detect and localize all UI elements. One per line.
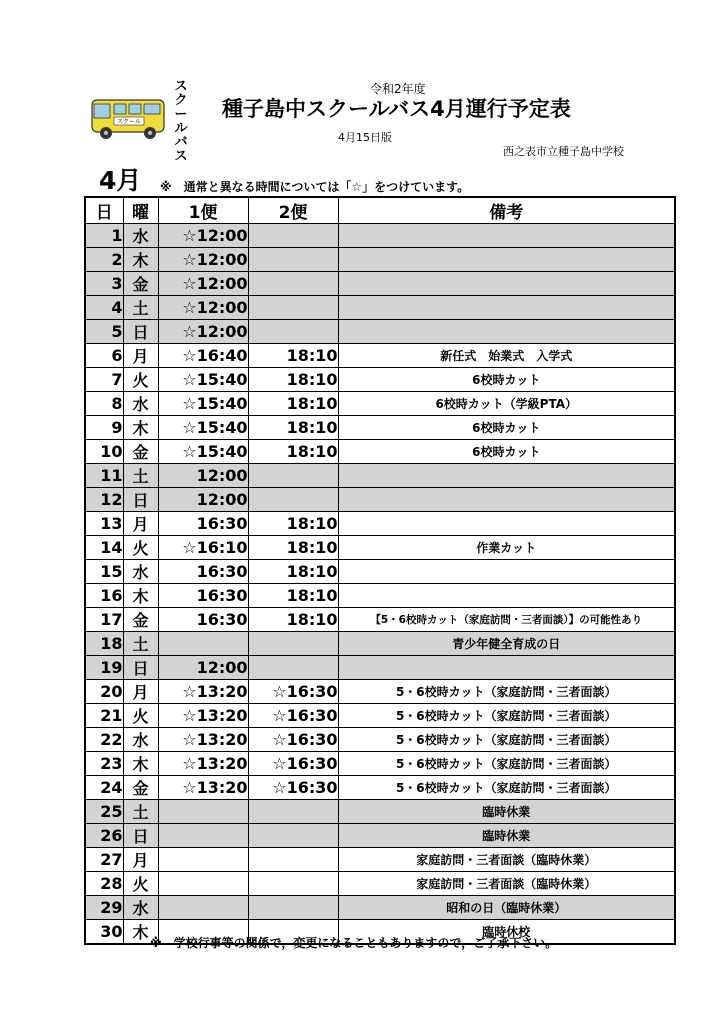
day-cell: 1 [85, 224, 123, 248]
bus-1-time-cell [158, 632, 248, 656]
table-row [85, 512, 675, 536]
day-cell: 26 [85, 824, 123, 848]
table-row [85, 896, 675, 920]
table-row [85, 560, 675, 584]
weekday-cell: 月 [123, 512, 158, 536]
bus-2-time-cell [248, 488, 338, 512]
table-row [85, 320, 675, 344]
day-cell: 20 [85, 680, 123, 704]
remark-cell: 6校時カット [338, 416, 675, 440]
bus-1-time-cell: ☆15:40 [158, 392, 248, 416]
bus-1-time-cell: ☆12:00 [158, 224, 248, 248]
footnote: ※ 学校行事等の関係で，変更になることもありますので，ご了承下さい。 [150, 936, 558, 950]
weekday-cell: 火 [123, 536, 158, 560]
bus-2-time-cell [248, 656, 338, 680]
table-row [85, 800, 675, 824]
weekday-cell: 月 [123, 680, 158, 704]
day-cell: 10 [85, 440, 123, 464]
bus-1-time-cell: 16:30 [158, 608, 248, 632]
bus-sign: スクール [117, 118, 141, 126]
bus-1-time-cell: ☆15:40 [158, 416, 248, 440]
weekday-cell: 金 [123, 440, 158, 464]
bus-1-time-cell: ☆13:20 [158, 680, 248, 704]
bus-2-time-cell [248, 296, 338, 320]
remark-cell: 臨時休校 [338, 920, 675, 945]
header-remarks: 備考 [338, 197, 675, 224]
header-bus-2: 2便 [248, 197, 338, 224]
table-row [85, 656, 675, 680]
bus-2-time-cell [248, 464, 338, 488]
bus-2-time-cell: 18:10 [248, 584, 338, 608]
day-cell: 9 [85, 416, 123, 440]
day-cell: 25 [85, 800, 123, 824]
bus-2-time-cell: 18:10 [248, 368, 338, 392]
remark-cell: 6校時カット [338, 440, 675, 464]
bus-2-time-cell: 18:10 [248, 608, 338, 632]
bus-1-time-cell: ☆16:40 [158, 344, 248, 368]
bus-1-time-cell: ☆13:20 [158, 776, 248, 800]
bus-1-time-cell [158, 800, 248, 824]
schedule-table [84, 196, 676, 945]
day-cell: 29 [85, 896, 123, 920]
bus-1-time-cell [158, 896, 248, 920]
remark-cell: 5・6校時カット（家庭訪問・三者面談） [338, 704, 675, 728]
day-cell: 5 [85, 320, 123, 344]
table-row [85, 824, 675, 848]
school-bus-icon [90, 96, 168, 142]
day-cell: 17 [85, 608, 123, 632]
remark-cell [338, 512, 675, 536]
remark-cell [338, 224, 675, 248]
day-cell: 30 [85, 920, 123, 945]
bus-1-time-cell [158, 848, 248, 872]
table-row [85, 752, 675, 776]
header-weekday: 曜 [123, 197, 158, 224]
table-row [85, 632, 675, 656]
table-row [85, 872, 675, 896]
bus-1-time-cell: ☆15:40 [158, 440, 248, 464]
remark-cell [338, 488, 675, 512]
remark-cell [338, 656, 675, 680]
day-cell: 18 [85, 632, 123, 656]
school-bus-vertical-label: スクールバス [174, 79, 188, 164]
bus-1-time-cell: 16:30 [158, 512, 248, 536]
table-header-row [85, 197, 675, 224]
weekday-cell: 木 [123, 920, 158, 945]
day-cell: 16 [85, 584, 123, 608]
weekday-cell: 木 [123, 416, 158, 440]
school-name: 西之表市立種子島中学校 [503, 145, 624, 158]
weekday-cell: 火 [123, 368, 158, 392]
day-cell: 12 [85, 488, 123, 512]
table-row [85, 464, 675, 488]
day-cell: 11 [85, 464, 123, 488]
bus-1-time-cell: ☆13:20 [158, 704, 248, 728]
weekday-cell: 金 [123, 272, 158, 296]
remark-cell: 5・6校時カット（家庭訪問・三者面談） [338, 728, 675, 752]
day-cell: 28 [85, 872, 123, 896]
day-cell: 22 [85, 728, 123, 752]
remark-cell: 新任式 始業式 入学式 [338, 344, 675, 368]
table-row [85, 848, 675, 872]
table-row [85, 224, 675, 248]
bus-1-time-cell: ☆13:20 [158, 728, 248, 752]
bus-2-time-cell: 18:10 [248, 536, 338, 560]
weekday-cell: 水 [123, 728, 158, 752]
bus-2-time-cell [248, 224, 338, 248]
weekday-cell: 月 [123, 344, 158, 368]
remark-cell: 【5・6校時カット（家庭訪問・三者面談）】の可能性あり [338, 608, 675, 632]
weekday-cell: 金 [123, 608, 158, 632]
remark-cell: 家庭訪問・三者面談（臨時休業） [338, 872, 675, 896]
day-cell: 15 [85, 560, 123, 584]
table-row [85, 392, 675, 416]
bus-2-time-cell [248, 824, 338, 848]
remark-cell [338, 464, 675, 488]
bus-1-time-cell: ☆12:00 [158, 296, 248, 320]
weekday-cell: 日 [123, 320, 158, 344]
day-cell: 14 [85, 536, 123, 560]
weekday-cell: 日 [123, 488, 158, 512]
weekday-cell: 土 [123, 632, 158, 656]
remark-cell: 臨時休業 [338, 824, 675, 848]
remark-cell [338, 296, 675, 320]
remark-cell [338, 272, 675, 296]
bus-1-time-cell: 12:00 [158, 656, 248, 680]
weekday-cell: 木 [123, 752, 158, 776]
star-note: ※ 通常と異なる時間については「☆」をつけています。 [160, 180, 470, 194]
table-row [85, 272, 675, 296]
bus-2-time-cell [248, 632, 338, 656]
version-label: 4月15日版 [338, 131, 392, 144]
day-cell: 13 [85, 512, 123, 536]
weekday-cell: 土 [123, 464, 158, 488]
remark-cell: 5・6校時カット（家庭訪問・三者面談） [338, 680, 675, 704]
day-cell: 4 [85, 296, 123, 320]
bus-2-time-cell: ☆16:30 [248, 776, 338, 800]
bus-1-time-cell: ☆13:20 [158, 752, 248, 776]
bus-2-time-cell: ☆16:30 [248, 752, 338, 776]
table-row [85, 584, 675, 608]
table-row [85, 608, 675, 632]
table-row [85, 344, 675, 368]
weekday-cell: 水 [123, 392, 158, 416]
day-cell: 6 [85, 344, 123, 368]
bus-2-time-cell: 18:10 [248, 440, 338, 464]
bus-1-time-cell: ☆12:00 [158, 320, 248, 344]
bus-2-time-cell [248, 896, 338, 920]
weekday-cell: 月 [123, 848, 158, 872]
remark-cell [338, 560, 675, 584]
weekday-cell: 火 [123, 704, 158, 728]
bus-2-time-cell: 18:10 [248, 560, 338, 584]
month-label: 4月 [99, 166, 142, 195]
table-row [85, 416, 675, 440]
table-row [85, 248, 675, 272]
bus-2-time-cell: ☆16:30 [248, 704, 338, 728]
bus-2-time-cell: 18:10 [248, 512, 338, 536]
table-row [85, 296, 675, 320]
bus-1-time-cell: 12:00 [158, 464, 248, 488]
bus-2-time-cell: 18:10 [248, 416, 338, 440]
bus-1-time-cell: ☆15:40 [158, 368, 248, 392]
weekday-cell: 土 [123, 296, 158, 320]
bus-2-time-cell: 18:10 [248, 392, 338, 416]
bus-1-time-cell [158, 872, 248, 896]
day-cell: 19 [85, 656, 123, 680]
bus-2-time-cell [248, 272, 338, 296]
bus-1-time-cell: 16:30 [158, 584, 248, 608]
era-label: 令和2年度 [370, 82, 426, 96]
table-row [85, 776, 675, 800]
bus-1-time-cell [158, 824, 248, 848]
header-day: 日 [85, 197, 123, 224]
bus-2-time-cell: 18:10 [248, 344, 338, 368]
remark-cell: 昭和の日（臨時休業） [338, 896, 675, 920]
remark-cell: 作業カット [338, 536, 675, 560]
table-row [85, 368, 675, 392]
weekday-cell: 木 [123, 584, 158, 608]
bus-1-time-cell: ☆12:00 [158, 248, 248, 272]
remark-cell [338, 584, 675, 608]
remark-cell: 5・6校時カット（家庭訪問・三者面談） [338, 752, 675, 776]
day-cell: 24 [85, 776, 123, 800]
table-row [85, 536, 675, 560]
bus-2-time-cell [248, 848, 338, 872]
day-cell: 2 [85, 248, 123, 272]
bus-1-time-cell: 16:30 [158, 560, 248, 584]
weekday-cell: 水 [123, 560, 158, 584]
bus-1-time-cell: 12:00 [158, 488, 248, 512]
remark-cell: 青少年健全育成の日 [338, 632, 675, 656]
day-cell: 8 [85, 392, 123, 416]
weekday-cell: 日 [123, 656, 158, 680]
day-cell: 27 [85, 848, 123, 872]
bus-2-time-cell [248, 872, 338, 896]
weekday-cell: 日 [123, 824, 158, 848]
remark-cell: 5・6校時カット（家庭訪問・三者面談） [338, 776, 675, 800]
remark-cell [338, 320, 675, 344]
remark-cell: 6校時カット（学級PTA） [338, 392, 675, 416]
weekday-cell: 木 [123, 248, 158, 272]
day-cell: 3 [85, 272, 123, 296]
table-row [85, 488, 675, 512]
weekday-cell: 水 [123, 224, 158, 248]
table-row [85, 440, 675, 464]
remark-cell: 家庭訪問・三者面談（臨時休業） [338, 848, 675, 872]
header-bus-1: 1便 [158, 197, 248, 224]
remark-cell: 6校時カット [338, 368, 675, 392]
table-row [85, 728, 675, 752]
weekday-cell: 金 [123, 776, 158, 800]
bus-2-time-cell: ☆16:30 [248, 680, 338, 704]
weekday-cell: 水 [123, 896, 158, 920]
bus-1-time-cell: ☆12:00 [158, 272, 248, 296]
day-cell: 21 [85, 704, 123, 728]
page-title: 種子島中スクールバス4月運行予定表 [222, 97, 571, 121]
bus-2-time-cell: ☆16:30 [248, 728, 338, 752]
remark-cell [338, 248, 675, 272]
bus-2-time-cell [248, 320, 338, 344]
day-cell: 23 [85, 752, 123, 776]
bus-2-time-cell [248, 248, 338, 272]
bus-2-time-cell [248, 800, 338, 824]
table-row [85, 680, 675, 704]
table-row [85, 704, 675, 728]
bus-1-time-cell: ☆16:10 [158, 536, 248, 560]
remark-cell: 臨時休業 [338, 800, 675, 824]
weekday-cell: 火 [123, 872, 158, 896]
day-cell: 7 [85, 368, 123, 392]
weekday-cell: 土 [123, 800, 158, 824]
